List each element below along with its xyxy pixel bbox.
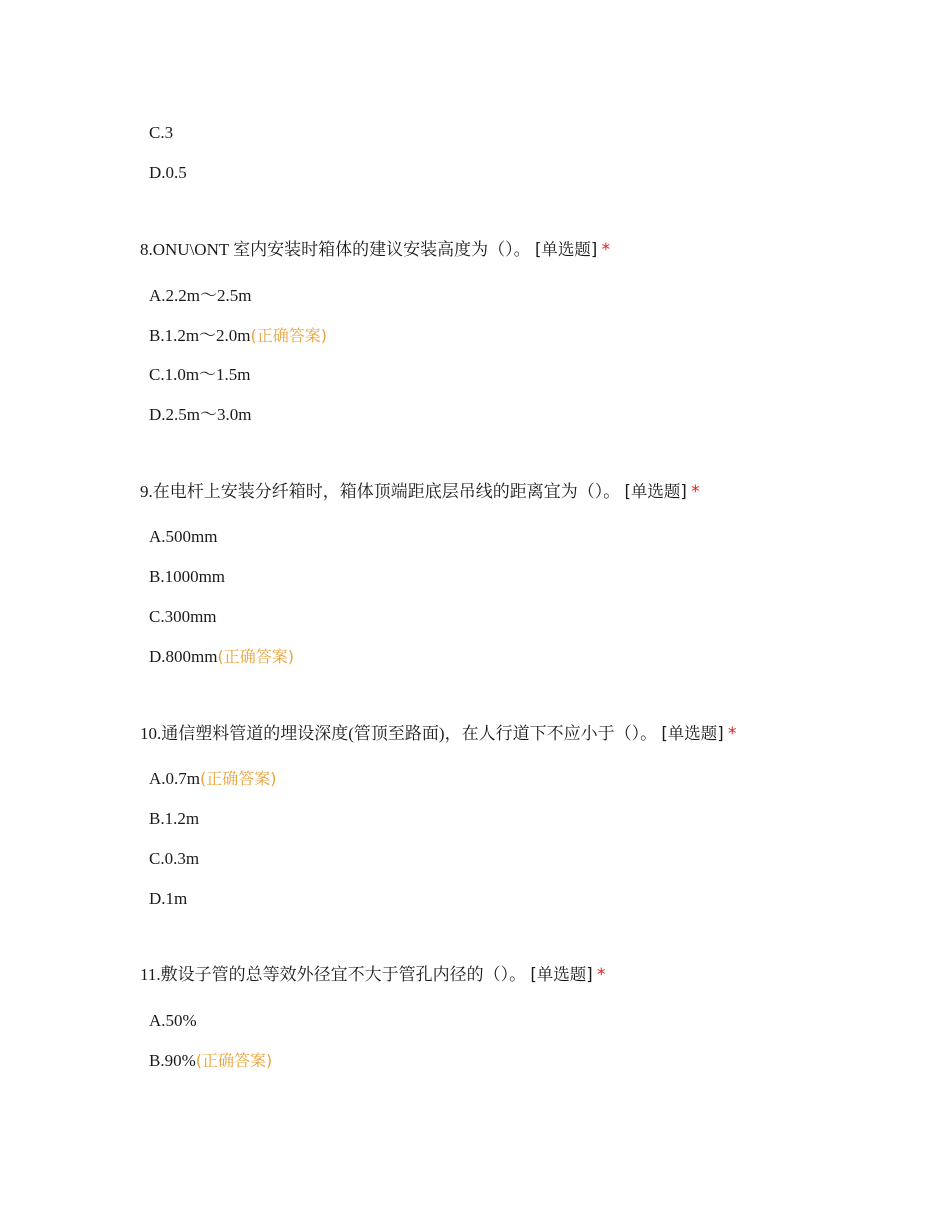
option-label: B.1.2m xyxy=(149,809,200,828)
option-item[interactable] xyxy=(149,768,277,790)
question-text: 10.通信塑料管道的埋设深度(管顶至路面)，在人行道下不应小于（）。 xyxy=(140,724,658,743)
option-label: D.2.5m～3.0m xyxy=(149,405,252,424)
option-item[interactable] xyxy=(149,566,225,588)
correct-answer-marker: (正确答案) xyxy=(200,769,277,788)
question-type-tag: [单选题] xyxy=(530,965,593,984)
option-label: B.1000mm xyxy=(149,567,226,586)
question-type-tag: [单选题] xyxy=(624,482,687,501)
option-label: D.0.5 xyxy=(149,163,187,182)
question-title xyxy=(140,964,606,986)
option-item[interactable] xyxy=(149,606,217,628)
question-title xyxy=(140,239,610,261)
required-mark: * xyxy=(691,482,700,502)
option-item[interactable] xyxy=(149,404,251,426)
question-type-tag: [单选题] xyxy=(661,724,724,743)
option-item[interactable] xyxy=(149,848,199,870)
question-title xyxy=(140,723,736,745)
option-label: C.0.3m xyxy=(149,849,200,868)
question-type-tag: [单选题] xyxy=(534,240,598,259)
required-mark: * xyxy=(601,240,611,260)
option-item[interactable] xyxy=(149,646,294,668)
option-item[interactable] xyxy=(149,364,251,386)
correct-answer-marker: (正确答案) xyxy=(250,326,328,345)
option-label: D.1m xyxy=(149,889,188,908)
option-label: A.500mm xyxy=(149,527,218,546)
option-label: A.50% xyxy=(149,1011,197,1030)
option-item[interactable] xyxy=(149,808,199,830)
question-text: 9.在电杆上安装分纤箱时，箱体顶端距底层吊线的距离宜为（）。 xyxy=(140,482,621,501)
option-label: C.3 xyxy=(149,123,174,142)
correct-answer-marker: (正确答案) xyxy=(195,1051,273,1070)
option-label: B.1.2m～2.0m xyxy=(149,326,251,345)
question-text: 11.敷设子管的总等效外径宜不大于管孔内径的（）。 xyxy=(140,965,527,984)
question-text: 8.ONU\ONT 室内安装时箱体的建议安装高度为（）。 xyxy=(140,240,531,259)
option-item[interactable] xyxy=(149,888,187,910)
option-item[interactable] xyxy=(149,325,327,347)
option-item[interactable] xyxy=(149,1010,197,1032)
option-label: C.1.0m～1.5m xyxy=(149,365,251,384)
required-mark: * xyxy=(597,965,606,985)
option-label: A.2.2m～2.5m xyxy=(149,286,252,305)
required-mark: * xyxy=(727,724,737,744)
option-label: D.800mm xyxy=(149,647,218,666)
option-label: A.0.7m xyxy=(149,769,200,788)
option-label: B.90% xyxy=(149,1051,196,1070)
option-item[interactable] xyxy=(149,122,173,144)
question-title xyxy=(140,481,700,503)
option-item[interactable] xyxy=(149,285,251,307)
option-item[interactable] xyxy=(149,162,187,184)
option-item[interactable] xyxy=(149,1050,272,1072)
correct-answer-marker: (正确答案) xyxy=(217,647,294,666)
option-item[interactable] xyxy=(149,526,217,548)
option-label: C.300mm xyxy=(149,607,217,626)
